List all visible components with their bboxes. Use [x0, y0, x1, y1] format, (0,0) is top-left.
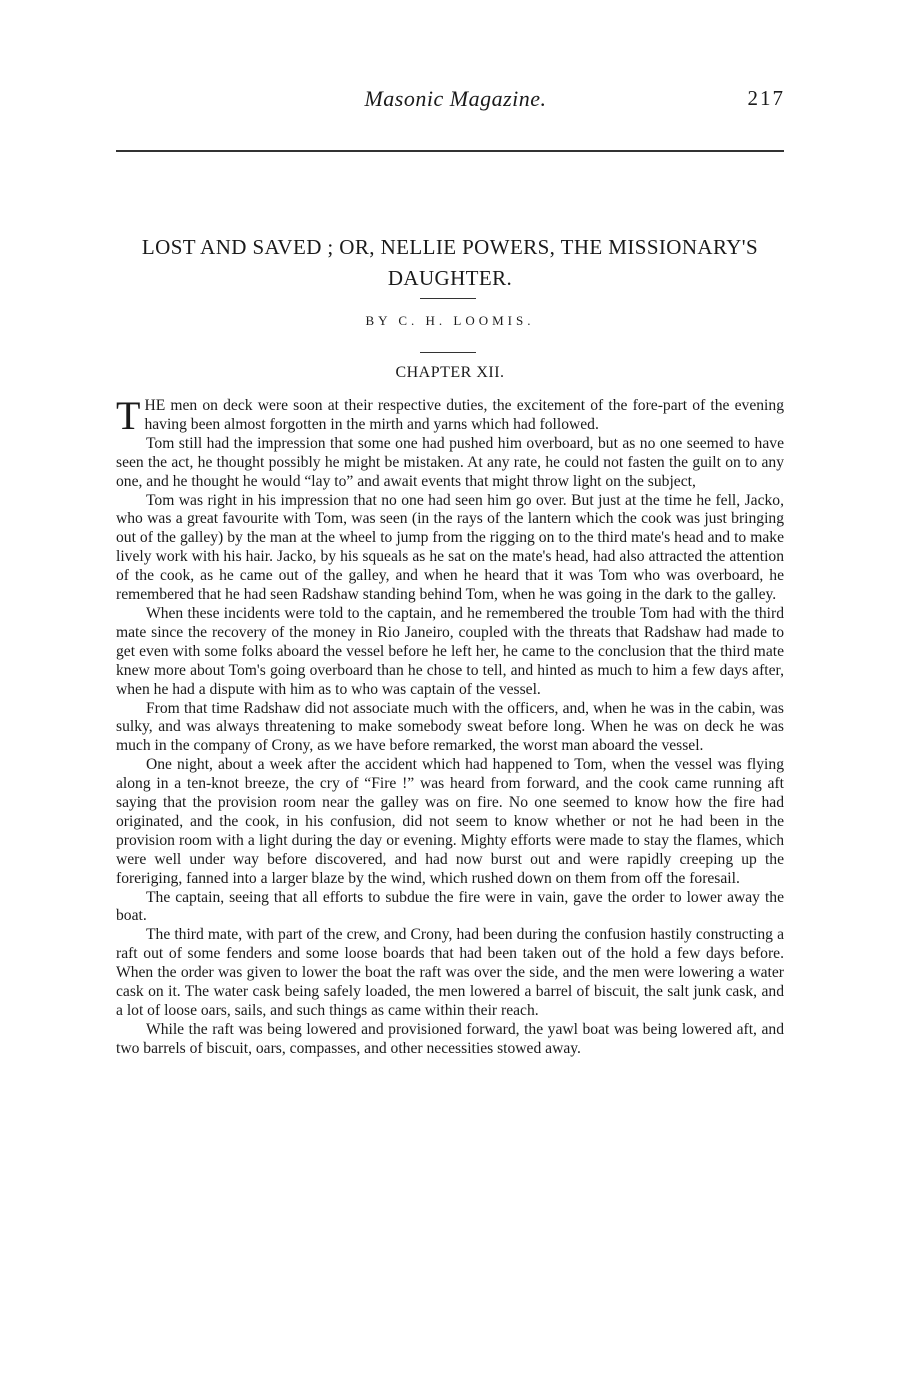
byline-divider — [420, 352, 476, 353]
paragraph-text: HE men on deck were soon at their respective duties, the excitement of the fore-part of the evening having been almost forgotten in the mirth and yarns which had followed. — [144, 397, 784, 433]
title-divider — [420, 298, 476, 299]
paragraph: Tom was right in his impression that no one had seen him go over. But just at the time he fell, Jacko, who was a great favourite with Tom, was seen (in the rays of the lantern which the cook was just bringing out of the galley) by the man at the wheel to jump from the rigging on to the third mate's head and to make lively work with his hair. Jacko, by his squeals as he sat on the mate's head, had also attracted the attention of the cook, as he came out of the galley, and when he heard that it was Tom who was overboard, he remembered that he had seen Radshaw standing behind Tom, when he was going in the dark to the galley. — [116, 491, 784, 604]
paragraph: One night, about a week after the accident which had happened to Tom, when the vessel was flying along in a ten-knot breeze, the cry of “Fire !” was heard from forward, and the cook came running aft saying that the provision room near the galley was on fire. No one seemed to know how the fire had originated, and the cook, in his confusion, did not seem to know whether or not he had been in the provision room with a light during the day or evening. Mighty efforts were made to stay the flames, which were well under way before discovered, and had now burst out and were rapidly creeping up the foreriging, fanned into a larger blaze by the wind, which rushed down on them from off the foresail. — [116, 756, 784, 887]
paragraph: Tom still had the impression that some one had pushed him overboard, but as no one seemed to have seen the act, he thought possibly he might be mistaken. At any rate, he could not fasten the guilt on to any one, and he thought he would “lay to” and await events that might throw light on the subject, — [116, 434, 784, 490]
paragraph: The third mate, with part of the crew, and Crony, had been during the confusion hastily constructing a raft out of some fenders and some loose boards that had been taken out of the hold a few days before. When the order was given to lower the boat the raft was over the side, and the men were lowering a water cask on it. The water cask being safely loaded, the men lowered a barrel of biscuit, the salt junk cask, and a lot of loose oars, sails, and such things as came within their reach. — [116, 926, 784, 1019]
header-rule — [116, 150, 784, 152]
paragraph: From that time Radshaw did not associate much with the officers, and, when he was in the cabin, was sulky, and was always threatening to make somebody sweat before long. When he was on deck he was much in the company of Crony, as we have before remarked, the worst man aboard the vessel. — [116, 699, 784, 755]
article-title: LOST AND SAVED ; OR, NELLIE POWERS, THE MISSIONARY'S DAUGHTER. — [141, 235, 759, 290]
chapter-heading: CHAPTER XII. — [395, 364, 505, 381]
magazine-title: Masonic Magazine. — [364, 86, 547, 111]
paragraph: While the raft was being lowered and provisioned forward, the yawl boat was being lowered aft, and two barrels of biscuit, oars, compasses, and other necessities stowed away. — [116, 1020, 784, 1057]
article-body — [116, 393, 784, 1059]
running-head — [0, 86, 911, 116]
paragraph — [116, 393, 784, 438]
paragraph: When these incidents were told to the captain, and he remembered the trouble Tom had with the third mate since the recovery of the money in Rio Janeiro, coupled with the threats that Radshaw had made to get even with some folks aboard the vessel before he left her, he came to the conclusion that the third mate knew more about Tom's going overboard than he chose to tell, and hinted as much to him a few days after, when he had a dispute with him as to who was captain of the vessel. — [116, 604, 784, 698]
page-number: 217 — [747, 86, 785, 110]
drop-cap: T — [116, 393, 141, 438]
byline: BY C. H. LOOMIS. — [365, 313, 535, 328]
paragraph: The captain, seeing that all efforts to subdue the fire were in vain, gave the order to lower away the boat. — [116, 888, 784, 925]
